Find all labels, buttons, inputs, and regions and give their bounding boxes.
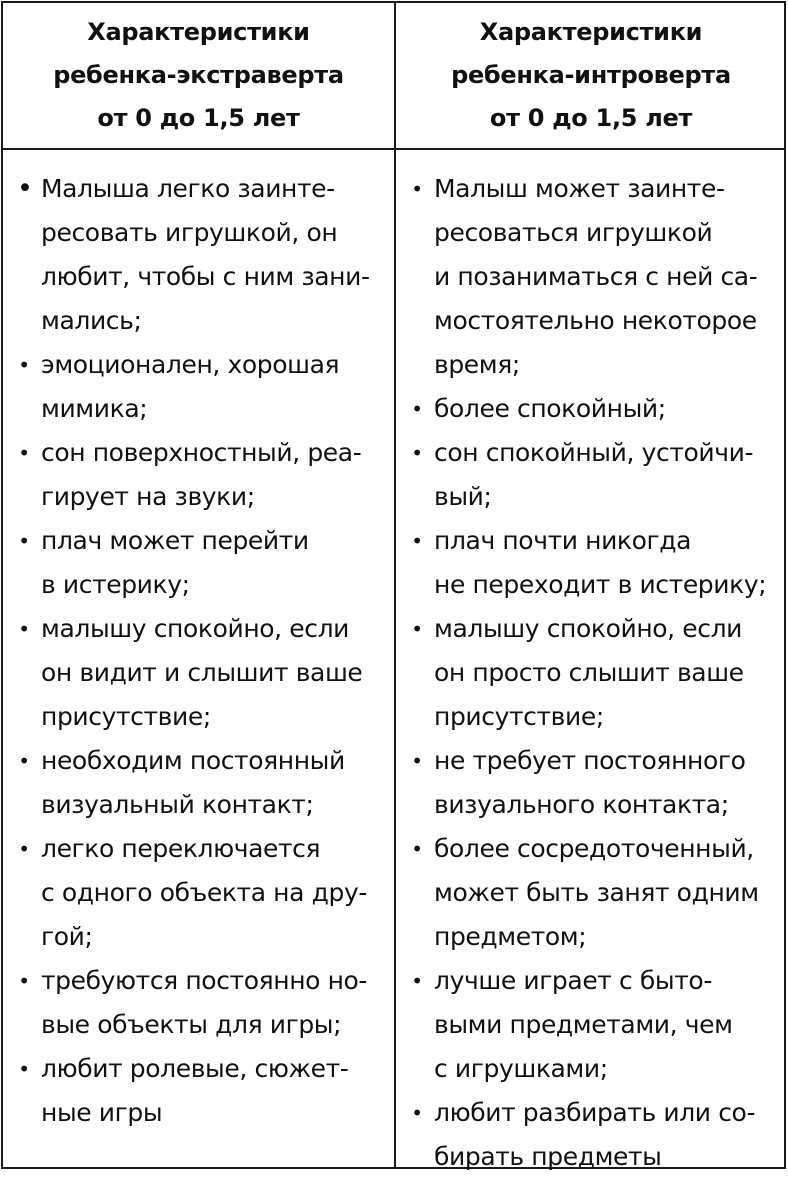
list-item <box>3 607 394 739</box>
list-item <box>3 519 394 607</box>
item-text-line: Малыша легко заинте- <box>41 174 335 203</box>
item-text-line: не переходит в истерику; <box>434 570 767 599</box>
item-text-line: предметом; <box>434 922 587 951</box>
bullet-icon: • <box>18 749 30 773</box>
header-line: от 0 до 1,5 лет <box>97 104 300 132</box>
bullet-icon: • <box>411 617 423 641</box>
item-text-line: в истерику; <box>41 570 190 599</box>
item-text-line: ресоваться игрушкой <box>434 218 713 247</box>
item-text-line: мостоятельно некоторое <box>434 306 757 335</box>
item-text-line: плач почти никогда <box>434 526 692 555</box>
bullet-icon: • <box>411 969 423 993</box>
header-line: от 0 до 1,5 лет <box>489 104 693 132</box>
item-text-line: и позаниматься с ней са- <box>434 262 758 291</box>
item-text-line: малышу спокойно, если <box>434 614 743 643</box>
list-item <box>396 167 786 387</box>
bullet-icon: • <box>411 177 423 201</box>
header-extrovert <box>3 3 394 148</box>
item-text-line: плач может перейти <box>41 526 309 555</box>
item-text-line: необходим постоянный <box>41 746 345 775</box>
bullet-icon: • <box>18 617 30 641</box>
item-text-line: требуются постоянно но- <box>41 966 368 995</box>
item-text-line: он просто слышит ваше <box>434 658 744 687</box>
bullet-icon: • <box>17 173 33 204</box>
item-text-line: визуального контакта; <box>434 790 729 819</box>
list-item <box>3 343 394 431</box>
bullet-icon: • <box>18 837 30 861</box>
item-text-line: лучше играет с быто- <box>434 966 712 995</box>
item-text-line: гирует на звуки; <box>41 482 255 511</box>
list-item <box>396 739 786 827</box>
list-item <box>396 1091 786 1179</box>
item-text-line: любит, чтобы с ним зани- <box>41 262 370 291</box>
comparison-table <box>1 1 786 1169</box>
list-item <box>396 387 786 431</box>
item-text-line: легко переключается <box>41 834 321 863</box>
item-text-line: вые объекты для игры; <box>41 1010 342 1039</box>
item-text-line: ные игры <box>41 1098 163 1127</box>
bullet-icon: • <box>18 529 30 553</box>
list-item <box>3 431 394 519</box>
bullet-icon: • <box>18 441 30 465</box>
item-text-line: выми предметами, чем <box>434 1010 733 1039</box>
item-text-line: с одного объекта на дру- <box>41 878 367 907</box>
list-item <box>3 827 394 959</box>
header-line: ребенка-интроверта <box>451 61 731 89</box>
item-text-line: сон поверхностный, реа- <box>41 438 362 467</box>
item-text-line: малышу спокойно, если <box>41 614 350 643</box>
item-text-line: более спокойный; <box>434 394 666 423</box>
list-item <box>396 519 786 607</box>
list-item <box>3 167 394 343</box>
header-line: Характеристики <box>87 18 310 46</box>
header-line: ребенка-экстраверта <box>53 61 344 89</box>
bullet-icon: • <box>411 529 423 553</box>
list-item <box>396 607 786 739</box>
bullet-icon: • <box>18 1057 30 1081</box>
header-introvert <box>396 3 786 148</box>
list-item <box>3 1047 394 1135</box>
bullet-icon: • <box>18 353 30 377</box>
item-text-line: мались; <box>41 306 142 335</box>
bullet-icon: • <box>411 837 423 861</box>
item-text-line: присутствие; <box>434 702 604 731</box>
extrovert-traits-list <box>3 167 394 1135</box>
item-text-line: бирать предметы <box>434 1142 662 1171</box>
bullet-icon: • <box>18 969 30 993</box>
header-line: Характеристики <box>479 18 703 46</box>
bullet-icon: • <box>411 1101 423 1125</box>
item-text-line: любит ролевые, сюжет- <box>41 1054 349 1083</box>
header-divider <box>3 148 784 150</box>
list-item <box>3 739 394 827</box>
item-text-line: ресовать игрушкой, он <box>41 218 338 247</box>
list-item <box>3 959 394 1047</box>
bullet-icon: • <box>411 441 423 465</box>
item-text-line: с игрушками; <box>434 1054 608 1083</box>
bullet-icon: • <box>411 397 423 421</box>
item-text-line: гой; <box>41 922 93 951</box>
item-text-line: любит разбирать или со- <box>434 1098 756 1127</box>
introvert-traits-cell <box>396 167 786 1179</box>
item-text-line: присутствие; <box>41 702 211 731</box>
item-text-line: визуальный контакт; <box>41 790 314 819</box>
introvert-traits-list <box>396 167 786 1179</box>
item-text-line: не требует постоянного <box>434 746 746 775</box>
item-text-line: время; <box>434 350 520 379</box>
extrovert-traits-cell <box>3 167 394 1135</box>
item-text-line: мимика; <box>41 394 148 423</box>
list-item <box>396 959 786 1091</box>
list-item <box>396 827 786 959</box>
item-text-line: он видит и слышит ваше <box>41 658 363 687</box>
item-text-line: более сосредоточенный, <box>434 834 754 863</box>
bullet-icon: • <box>411 749 423 773</box>
item-text-line: может быть занят одним <box>434 878 759 907</box>
item-text-line: эмоционален, хорошая <box>41 350 340 379</box>
item-text-line: Малыш может заинте- <box>434 174 725 203</box>
item-text-line: вый; <box>434 482 492 511</box>
item-text-line: сон спокойный, устойчи- <box>434 438 754 467</box>
list-item <box>396 431 786 519</box>
